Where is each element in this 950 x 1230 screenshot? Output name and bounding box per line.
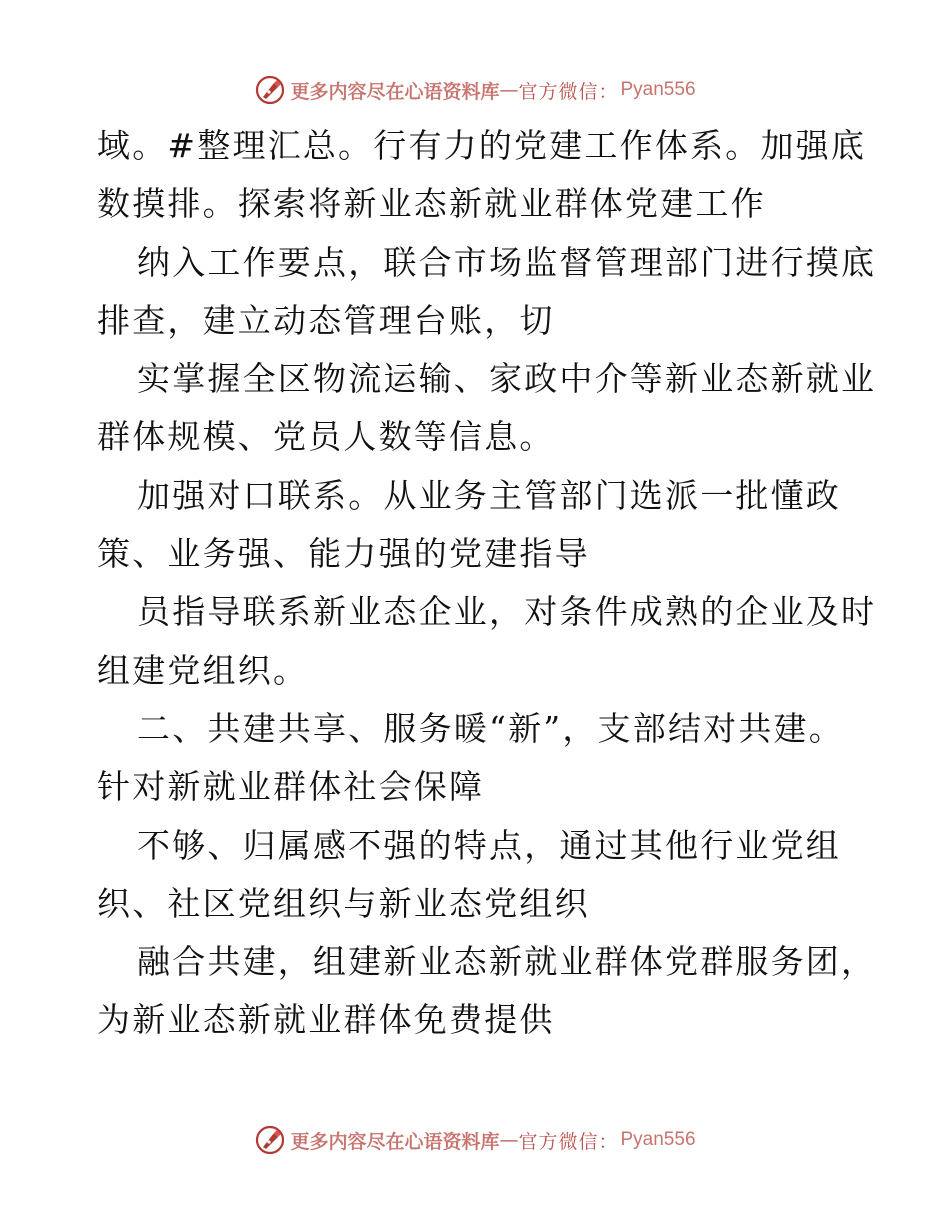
body-line: 织、社区党组织与新业态党组织	[97, 883, 590, 923]
footer-watermark	[0, 1122, 950, 1158]
header-separator: —	[499, 79, 519, 101]
body-line: 排查，建立动态管理台账，切	[97, 300, 555, 340]
body-line: 融合共建，组建新业态新就业群体党群服务团，	[137, 942, 877, 982]
body-line: 二、共建共享、服务暖“新”，支部结对共建。	[137, 708, 844, 748]
footer-brand: 更多内容尽在心语资料库	[290, 1130, 500, 1153]
body-line: 域。#整理汇总。行有力的党建工作体系。加强底	[97, 126, 867, 165]
document-body	[97, 117, 877, 1050]
footer-official-label: 官方微信：	[518, 1130, 619, 1153]
body-line: 针对新就业群体社会保障	[97, 767, 485, 807]
footer-wechat-id: Pyan556	[620, 1129, 696, 1150]
body-line: 策、业务强、能力强的党建指导	[97, 534, 590, 574]
body-line: 加强对口联系。从业务主管部门选派一批懂政	[137, 475, 841, 515]
body-line: 群体规模、党员人数等信息。	[97, 417, 555, 457]
header-official-label: 官方微信：	[518, 80, 619, 103]
header-brand: 更多内容尽在心语资料库	[290, 80, 500, 103]
body-line: 为新业态新就业群体免费提供	[97, 1000, 555, 1040]
body-line: 纳入工作要点，联合市场监督管理部门进行摸底	[137, 242, 877, 282]
body-line: 员指导联系新业态企业，对条件成熟的企业及时	[137, 592, 877, 632]
header-watermark	[0, 72, 950, 108]
body-line: 实掌握全区物流运输、家政中介等新业态新就业	[137, 359, 877, 399]
body-line: 数摸排。探索将新业态新就业群体党建工作	[97, 184, 766, 224]
body-line: 不够、归属感不强的特点，通过其他行业党组	[137, 825, 841, 865]
pen-nib-logo-icon	[254, 74, 286, 106]
header-wechat-id: Pyan556	[620, 79, 696, 100]
pen-nib-logo-icon	[254, 1124, 286, 1156]
footer-separator: —	[499, 1129, 519, 1151]
body-line: 组建党组织。	[97, 650, 309, 690]
